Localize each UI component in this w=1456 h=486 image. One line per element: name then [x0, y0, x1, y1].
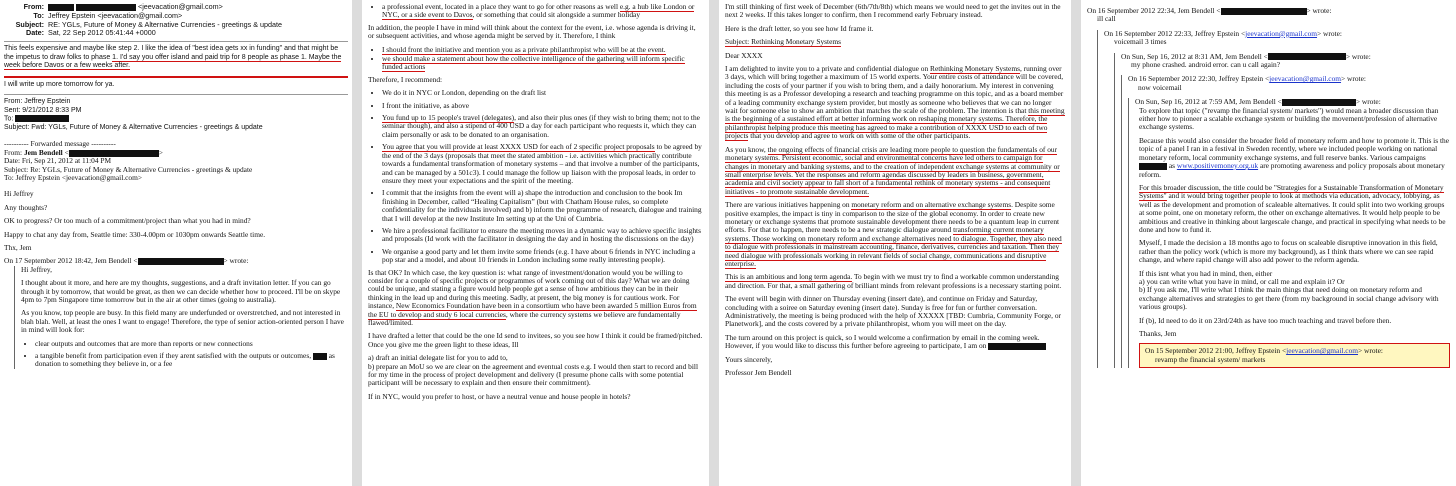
box-body: revamp the financial system/ markets	[1155, 354, 1266, 364]
redaction-block	[76, 4, 136, 11]
quoted-para-2: As you know, top people are busy. In this field many are underfunded or overstretched, and not interested in blah blah. Well, at least the ones I want to engage! Therefore, the type of senior action-oriented person I have in mind will look for:	[21, 308, 344, 335]
redaction-block	[48, 4, 74, 11]
quoted-intro	[4, 257, 348, 265]
website-link[interactable]: www.positivemoney.org.uk	[1176, 161, 1259, 171]
list-item: • We do it in NYC or London, depending on the draft list	[382, 89, 703, 97]
email-link[interactable]: jeevacation@gmail.com	[1245, 28, 1318, 38]
from-label: From:	[23, 2, 44, 11]
subject-label: Subject:	[15, 19, 44, 29]
divider	[4, 41, 348, 42]
item-highlight: e.g. a hub like London or NYC, or a side event to Davos	[382, 2, 695, 20]
item-text: , and also their plus ones (if they wish to bring them; not to the seminar though), and also a stipend of 400 USD a day for each participant who requests it, which they can claim personally or ask to be donated to an organisation.	[382, 113, 700, 139]
intro-text: On 16 September 2012 22:33, Jeffrey Epstein <	[1104, 28, 1246, 38]
page-4	[1081, 0, 1456, 486]
item-highlight: we should make a statement about how the collective intelligence of the gathering will inform specific funded actions	[382, 54, 685, 72]
item-text: to be agreed by the end of the 3 days (proposals that meet the stated ambition - i.e. activities which practically contribute towards a fundamental transformation of monetary systems – and that involve a number of the participants, and can be managed by a 501c3). I could manage the follow up liaison with the proposal leads, in order to ensure they meet your expectations and the spirit of the meeting.	[382, 142, 702, 185]
item-highlight: You agree that you will provide at least XXXX USD for each of 2 specific project proposals	[382, 142, 655, 152]
ok-progress: OK to progress? Or too much of a commitment/project than what you had in mind?	[4, 216, 251, 226]
forward-header	[4, 98, 348, 132]
para-text: that you develop and agree to work on with some of the other participants.	[748, 131, 971, 141]
intro-text: On 16 September 2012 22:34, Jem Bendell <	[1087, 6, 1221, 15]
intro-text: On 15 September 2012 21:00, Jeffrey Epstein <	[1145, 346, 1287, 356]
intro-text-highlighted: 1. I'd say you offer island and paid trip for 8 people as phase 1. Maybe the week before Davos or a few weeks after.	[4, 53, 342, 70]
quoted-message	[14, 266, 348, 369]
list-item	[35, 352, 348, 369]
para-addition: In addition, the people I have in mind will think about the context for the event, i.e. whose agenda is driving it, or subsequent activities, and whose agenda might be served by it. Therefore, I think	[368, 22, 696, 41]
fwd-from-label: From:	[4, 147, 23, 157]
list-recommend	[368, 89, 703, 264]
para-text: . Despite some positive examples, the impact is tiny in comparison to the size of the global economy. In order to create new monetary or exchange systems that promote sustainable development there needs to be a quantum leap in current efforts. For that to happen, there needs to be a new strategic dialogue around	[725, 200, 1060, 235]
intro-paragraph	[4, 45, 348, 71]
thread-level-4	[1121, 75, 1450, 368]
para-text: , where the currency systems we believe are fundamentally flawed/limited.	[368, 309, 681, 327]
list-item	[382, 143, 703, 185]
fwd-from-line: From: Jem Bendell < >	[4, 147, 163, 157]
para-highlight: This is an ambitious and long term agenda.	[725, 272, 853, 282]
thread-intro	[1087, 7, 1450, 15]
intro-text: On 16 September 2012 22:30, Jeffrey Epstein <	[1128, 74, 1270, 84]
redaction-block	[313, 353, 327, 360]
list-item: • We organise a good party and let them invite some friends (e.g. I have about 6 friends in NYC including a pop star and a model, and about 10 friends in London including some really interesting people).	[382, 248, 703, 265]
draft-here: Here is the draft letter, so you see how Id frame it.	[725, 23, 874, 33]
red-underline-bar	[4, 76, 348, 78]
body-para-5a: a) you can write what you have in mind, or call me and explain it? Or	[1139, 276, 1345, 286]
para-highlight: monetary reform and on alternative exchange systems	[851, 200, 1012, 210]
closing: Yours sincerely,	[725, 354, 773, 364]
body-para-5b: b) If you ask me, I'll write what I think the main things that need doing on monetary reform and exchange alternatives and strategies to get there (from my background in social change advisory with various groups).	[1139, 285, 1439, 312]
redaction-block	[1221, 8, 1307, 15]
write-more: I will write up more tomorrow for ya.	[4, 80, 115, 88]
body-para-3	[1139, 184, 1450, 234]
list-item: • clear outputs and outcomes that are more than reports or new connections	[35, 340, 348, 348]
intro-text-a: This feels expensive and maybe like step 2. I like the idea of "best idea gets xx in funding" and that might be the impetus to draw folks to phase	[4, 45, 339, 61]
list-item	[382, 55, 703, 72]
page-1	[0, 0, 352, 486]
signoff: Thx, Jem	[4, 243, 32, 252]
para-highlight: Rethinking Monetary Systems	[930, 64, 1020, 74]
list-item	[382, 114, 703, 139]
para-text: As you know,	[725, 144, 768, 154]
body-para-4: Myself, I made the decision a 18 months ago to focus on scaleable disruptive innovation in this field, rather than the policy work (which is more my background), as I think thats where we can see rapid change, and where rapid change will also add power to the reform agenda.	[1139, 238, 1438, 265]
happy-chat: Happy to chat any day from, Seattle time: 330-4.00pm or 1030pm onwards Seattle time.	[4, 229, 266, 239]
intro-text: On Sun, Sep 16, 2012 at 7:59 AM, Jem Bendell <	[1135, 97, 1282, 107]
para-text: , running over 3 days, which will bring together a maximum of 15 world experts. Your entire costs of attendance will be covered, including the costs of your partner if you wish to bring them, and a daily honorarium. My interest in convening this meeting is as a Professor developing a research and teaching programme on this topic, and as a board member of a leading community exchange system provider, but mostly as someone who believes that we can no longer wait for someone else to show an ambition that matches the scale of the problem. The intention is that	[725, 64, 1064, 116]
to-value: Jeffrey Epstein <jeevacation@gmail.com>	[48, 10, 183, 20]
thread-level-5	[1128, 98, 1450, 368]
email-header	[4, 3, 348, 38]
body-para-6: If (b), Id need to do it on 23rd/24th as have too much teaching and travel before then.	[1139, 315, 1392, 325]
list-item	[382, 3, 703, 20]
letter-para-1	[725, 65, 1065, 141]
any-thoughts: Any thoughts?	[4, 202, 48, 212]
quoted-greeting: Hi Jeffrey,	[21, 264, 52, 274]
letter-subject	[725, 38, 1065, 46]
sender-name: Jem Bendell	[23, 147, 63, 157]
fwd-to-label: To:	[4, 115, 14, 123]
redaction-block	[988, 343, 1046, 350]
forwarded-line: ---------- Forwarded message ----------	[4, 139, 116, 149]
thread-body: voicemail 3 times	[1114, 37, 1167, 47]
divider	[4, 94, 348, 95]
to-label: To:	[33, 10, 44, 20]
letter-para-3	[725, 201, 1065, 268]
draft-b: b) prepare an MoU so we are clear on the agreement and eventual costs e.g. I would then start to record and bill for my time in the process of project development and delivery (I presume phone calls with some potential participant will be necessary to explain and then ensure their commitment).	[368, 361, 698, 388]
fwd-date-line: Date: Fri, Sep 21, 2012 at 11:04 PM	[4, 156, 112, 166]
para-highlight: New Economics Foundation have been in a consortium who have been awarded 5 million Euros from the EU to develop and study 6 local currencies	[368, 301, 697, 319]
redaction-block	[15, 115, 69, 122]
list-item: • I front the initiative, as above	[382, 102, 703, 110]
fwd-from: From: Jeffrey Epstein	[4, 98, 71, 106]
intro-end: > wrote:	[1341, 74, 1366, 84]
para-text: I am delighted to invite you to a private and confidential dialogue on	[725, 64, 931, 74]
para-text: Is that OK? In which case, the key question is: what range of investment/donation would you be willing to consider for a couple of specific projects or programmes of work coming out of this day? What we are doing could be unique, and stating a figure would help people get a sense of how ambitious they can be in their thinking in the lead up and during this meeting. Sadly, at present, the big money is for cautious work. For instance,	[368, 267, 690, 311]
fwd-subject: Subject: Fwd: YGLs, Future of Money & Alternative Currencies - greetings & update	[4, 123, 263, 131]
intro-text: On Sun, Sep 16, 2012 at 8:31 AM, Jem Bendell <	[1121, 51, 1268, 61]
letter-para-4	[725, 273, 1065, 290]
letter-para-2	[725, 146, 1065, 196]
para-highlight: . Those working on monetary reform and exchange alternatives need to dialogue. Together, they also need to dialogue with professionals in mainstream accounting, finance, derivatives, currencies and taxation. Then they need dialogue with professionals working in relevant fields of social change, communications and disruptive enterprise.	[725, 233, 1062, 268]
highlighted-original-message	[1139, 343, 1450, 368]
subject-text: Subject: Rethinking Monetary Systems	[725, 37, 841, 47]
para-text: and it would bring together people to look at methods via education, advocacy, lobbying, as well as the development and promotion of scaleable alternatives. It could split into two working groups at some point, one on monetary reform, the other on exchange alternatives. It would help people to be ambitious and creative in thinking about largescale change, and practical in specifying what needs to be done and how to fund it.	[1139, 191, 1446, 234]
page-separator	[709, 0, 719, 486]
thanks: Thanks, Jem	[1139, 329, 1177, 338]
para-highlight: For this broader discussion, the title could be "Strategies for a Sustainable Transformation of Monetary Systems"	[1139, 182, 1444, 201]
fwd-sent: Sent: 9/21/2012 8:33 PM	[4, 106, 82, 114]
thread-level-2	[1097, 30, 1450, 368]
greeting: Hi Jeffrey	[4, 189, 34, 199]
intro-end: > wrote:	[1358, 346, 1383, 356]
still-thinking: I'm still thinking of first week of December (6th/7th/8th) which means we would need to get the invites out in the next 2 weeks. If this takes longer to confirm, then I recommend early February instead.	[725, 2, 1061, 20]
para-text: Because this would also consider the broader field of monetary reform and how to promote it. This is the topic of a panel I ran in a festival in Sweden recently, where we included people working on national monetary reform, local community exchange systems, and full reserve banks. Various campaigns	[1139, 135, 1449, 162]
para-text: To begin with we must try to find a workable common understanding and direction. For that, a small gathering of brilliant minds from relevant professions is a necessary starting point.	[725, 272, 1062, 290]
para-text: as	[1167, 161, 1177, 171]
item-text: a professional event, located in a place they want to go for other reasons as well	[382, 2, 620, 11]
draft-a: a) draft an initial delegate list for you to add to,	[368, 353, 508, 363]
list-item	[382, 46, 703, 54]
page-separator	[1071, 0, 1081, 486]
drafted: I have drafted a letter that could be the one Id send to invitees, so you see how I think it could be framed/pitched. Once you give me the green light to these ideas, Ill	[368, 331, 703, 349]
fwd-to-line: To: Jeffrey Epstein <jeevacation@gmail.com>	[4, 172, 143, 182]
page-3	[719, 0, 1071, 486]
email-link[interactable]: jeevacation@gmail.com	[1286, 346, 1359, 356]
body-para-5: If this isnt what you had in mind, then, either	[1139, 268, 1273, 278]
para-highlight: transforming current monetary systems	[725, 225, 1044, 243]
letter-para-6	[725, 334, 1065, 351]
thread-body: ill call	[1097, 14, 1116, 24]
para-highlight: this meeting is the beginning of a sustained effort at better informing work on reshaping monetary systems. Therefore, the philanthropist helping produce this meeting has agreed to make a contribution of XXXX USD to each of two projects	[725, 106, 1065, 141]
para-highlight: the ongoing effects of financial crisis are leading more people to question the fundamentals of our monetary systems. Persistent economic, social and environmental concerns have led others to campaign for changes in monetary and banking systems, and to the creation of independent exchange systems at community or small enterprise levels. Yet the responses and reform agendas discussed by leaders in business, government, academia and civil society appear to fall short of a fundamental rethink of monetary systems - and consequent initiatives - to promote sustainable development.	[725, 144, 1060, 196]
on-17-text: On 17 September 2012 18:42, Jem Bendell <	[4, 256, 138, 266]
bullet-text-b: as donation to something they believe in, or a fee	[35, 351, 335, 369]
on-17-end: > wrote:	[223, 256, 249, 266]
redaction-block	[138, 258, 224, 265]
quoted-bullets	[21, 340, 348, 369]
thread-body	[1139, 107, 1450, 369]
item-highlight: I should front the initiative and mention you as a private philanthropist who will be at the event.	[382, 44, 666, 54]
list-item: • I commit that the insights from the event will a) shape the introduction and conclusion to the book Im finishing in December, called “Healing Capitalism” (but with Chatham House rules, so complete confidentiality for the individuals involved) and b) inform the programme of research, dialogue and training that I will develop at the new Institute Im setting up at the Uni of Cumbria.	[382, 189, 703, 223]
fwd-subject-line: Subject: Re: YGLs, Future of Money & Alternative Currencies - greetings & update	[4, 164, 253, 174]
list-top	[368, 3, 703, 20]
para-text: are promoting awareness and policy proposals about monetary reform.	[1139, 161, 1445, 179]
date-label: Date:	[26, 28, 44, 38]
key-question	[368, 269, 703, 328]
intro-end: > wrote:	[1306, 6, 1332, 15]
body-para-1: To explore that topic ("revamp the financial system/ markets") would mean a broader discussion than either how to pioneer a scalable exchange system or building the movement/profession of alternative exchange systems.	[1139, 105, 1439, 132]
recommend: Therefore, I recommend:	[368, 74, 443, 84]
intro-end: > wrote:	[1355, 97, 1381, 107]
quoted-para-1: I thought about it more, and here are my thoughts, suggestions, and a draft invitation letter. If you can go through it by tomorrow, that would be great, as then we can decide whether how to proceed. I'll be on skype 4pm to 7pm Singapore time tomorrow but in the air at other times (going to australia).	[21, 278, 341, 305]
page-2	[362, 0, 709, 486]
salutation: Dear XXXX	[725, 50, 763, 60]
forwarded-block	[4, 140, 348, 182]
para-text: There are various initiatives happening on	[725, 200, 852, 210]
thread-level-3	[1114, 53, 1450, 369]
date-value: Sat, 22 Sep 2012 05:41:44 +0000	[48, 28, 156, 38]
item-text: , or something that could sit alongside a summer holiday	[472, 10, 641, 20]
thread-level-1	[1087, 7, 1450, 24]
thread-body: now voicemail	[1138, 82, 1182, 92]
para-text: The turn around on this project is quick, so I would welcome a confirmation by email in the coming week. However, if you would like to discuss this further before agreeing to participate, I am on	[725, 332, 1040, 351]
signature: Professor Jem Bendell	[725, 368, 792, 378]
letter-para-5: The event will begin with dinner on Thursday evening (insert date), and continue on Friday and Saturday, concluding with a soiree on Saturday evening (insert date). Sunday is free for fun or further conversation. Administratively, the meeting is being produced with the help of XXXXX [TBD: Cumbria, Community Forge, or Planetwork], and the costs covered by a private philanthropist, whom you will meet on the day.	[725, 294, 1062, 329]
page-separator	[352, 0, 362, 486]
nyc-question: If in NYC, would you prefer to host, or have a neutral venue and house people in hotels?	[368, 391, 631, 401]
intro-end: > wrote:	[1345, 51, 1371, 61]
subject-value: RE: YGLs, Future of Money & Alternative Currencies - greetings & update	[48, 19, 282, 29]
thread-body: my phone crashed. android error. can u call again?	[1131, 60, 1280, 70]
body-para-2	[1139, 137, 1450, 179]
from-suffix: <jeevacation@gmail.com>	[138, 2, 223, 11]
fwd-to	[4, 115, 348, 124]
bullet-text-a: a tangible benefit from participation even if they arent satisfied with the outputs or outcomes,	[35, 351, 312, 361]
intro-end: > wrote:	[1317, 28, 1342, 38]
item-highlight: You fund up to 15 people's travel (delegates)	[382, 113, 515, 123]
header-date-row	[4, 29, 348, 38]
email-link[interactable]: jeevacation@gmail.com	[1269, 74, 1342, 84]
list-item: • We hire a professional facilitator to ensure the meeting moves in a dynamic way to achieve specific insights and proposals (Id work with the facilitator in designing the day and in hosting the discussions on the day)	[382, 227, 703, 244]
redaction-block	[1282, 99, 1356, 106]
list-think	[368, 46, 703, 72]
